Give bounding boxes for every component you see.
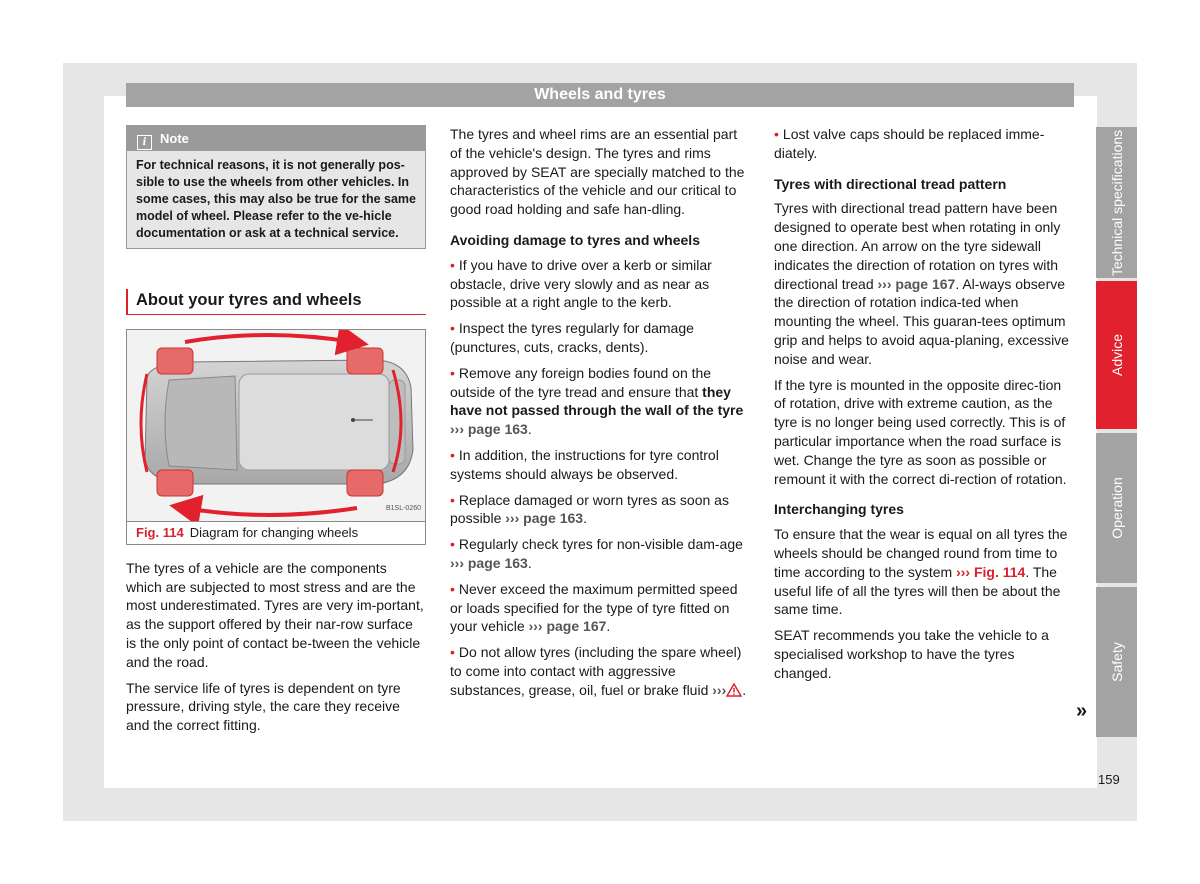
figure-code: B1SL-0260 bbox=[385, 505, 421, 512]
page-number: 159 bbox=[1098, 772, 1120, 787]
continue-marker: » bbox=[1076, 700, 1088, 722]
subheading: Avoiding damage to tyres and wheels bbox=[450, 231, 700, 248]
note-body: For technical reasons, it is not generally pos-sible to use the wheels from other vehicles. In some cases, this may also be true for the same model of wheel. Please refer to the ve-hicle documentation or ask at a technical service. bbox=[136, 158, 416, 240]
figure-number: Fig. 114 bbox=[136, 524, 184, 540]
tab-label: Technical specifications bbox=[1108, 129, 1125, 276]
figure-reference[interactable]: ››› Fig. 114 bbox=[956, 563, 1026, 580]
note-title: Note bbox=[160, 131, 189, 146]
list-item: • Replace damaged or worn tyres as soon as possible ››› page 163. bbox=[450, 491, 750, 529]
car-top-view-illustration bbox=[127, 330, 425, 521]
column-right bbox=[774, 125, 1074, 690]
figure-caption bbox=[127, 522, 425, 544]
info-icon: i bbox=[137, 135, 152, 150]
list-item-text: Do not allow tyres (including the spare wheel) to come into contact with aggressive substances, grease, oil, fuel or brake fluid bbox=[450, 644, 742, 698]
list-item: • If you have to drive over a kerb or similar obstacle, drive very slowly and as near as possible at a right angle to the kerb. bbox=[450, 256, 750, 312]
note-header bbox=[127, 126, 425, 151]
tab-label: Advice bbox=[1108, 333, 1125, 377]
figure-caption-text: Diagram for changing wheels bbox=[189, 524, 359, 540]
section-title: About your tyres and wheels bbox=[126, 289, 426, 315]
list-item: • Regularly check tyres for non-visible dam-age ››› page 163. bbox=[450, 535, 750, 573]
list-item: • Lost valve caps should be replaced imme-diately. bbox=[774, 125, 1074, 163]
note-box bbox=[126, 125, 426, 249]
tab-safety[interactable] bbox=[1096, 587, 1137, 737]
figure-114 bbox=[126, 329, 426, 545]
paragraph: If the tyre is mounted in the opposite direc-tion of rotation, drive with extreme caution, as the tyre is no longer being used correctly. This is of particular importance when the road surface is wet. Change the tyre as soon as possible or remount it with the correct di-rection of rotation. bbox=[774, 376, 1067, 487]
paragraph-text: . Al-ways observe the direction of rotation indica-ted when mounting the wheel. This guaran-tees optimum grip and helps to avoid aqua-planing, excessive noise and wear. bbox=[774, 275, 1069, 367]
page-reference[interactable]: ››› page 163 bbox=[505, 510, 584, 527]
subheading: Interchanging tyres bbox=[774, 501, 904, 518]
list-item-text: Regularly check tyres for non-visible dam-age bbox=[458, 536, 743, 553]
tab-label: Safety bbox=[1108, 642, 1125, 682]
subheading: Tyres with directional tread pattern bbox=[774, 175, 1007, 192]
list-item: • Remove any foreign bodies found on the outside of the tyre tread and ensure that they have not passed through the wall of the tyre ››› page 163. bbox=[450, 364, 750, 439]
list-item: • Never exceed the maximum permitted speed or loads specified for the type of tyre fitted on your vehicle ››› page 167. bbox=[450, 580, 750, 636]
column-middle bbox=[450, 125, 750, 707]
list-item: • Do not allow tyres (including the spare wheel) to come into contact with aggressive substances, grease, oil, fuel or brake fluid ››› . bbox=[450, 643, 750, 699]
list-item-text: Remove any foreign bodies found on the outside of the tyre tread and ensure that bbox=[450, 364, 712, 400]
paragraph: SEAT recommends you take the vehicle to a specialised workshop to have the tyres changed. bbox=[774, 627, 1049, 681]
tab-advice[interactable] bbox=[1096, 281, 1137, 429]
list-item-bold: they have not passed through the wall of the tyre bbox=[450, 383, 744, 419]
list-item-text: Replace damaged or worn tyres as soon as possible bbox=[450, 491, 729, 527]
page-reference[interactable]: ››› page 167 bbox=[877, 275, 956, 292]
page-reference[interactable]: ››› page 163 bbox=[450, 421, 528, 438]
paragraph: The tyres of a vehicle are the components which are subjected to most stress and are the most underestimated. Tyres are very im-portant, as the support offered by their nar-row surface is the only point of contact be-tween the vehicle and the road. bbox=[126, 559, 424, 670]
paragraph-text: To ensure that the wear is equal on all tyres the wheels should be changed round from time to time according to the system bbox=[774, 526, 1068, 580]
list-item: • In addition, the instructions for tyre control systems should always be observed. bbox=[450, 446, 750, 484]
warning-icon bbox=[726, 683, 742, 697]
paragraph: The service life of tyres is dependent on tyre pressure, driving style, the care they receive and the correct fitting. bbox=[126, 679, 401, 734]
tab-label: Operation bbox=[1108, 477, 1125, 539]
list-item-text: Never exceed the maximum permitted speed or loads specified for the type of tyre fitted on your vehicle bbox=[450, 580, 738, 635]
paragraph-text: . The useful life of all the tyres will then be about the same time. bbox=[774, 563, 1061, 618]
chapter-header: Wheels and tyres bbox=[126, 83, 1074, 107]
wheel-rotation-diagram bbox=[127, 330, 425, 522]
column-left bbox=[126, 125, 426, 742]
warning-reference[interactable]: ››› bbox=[712, 681, 727, 698]
paragraph bbox=[774, 199, 1074, 368]
list-item: • Inspect the tyres regularly for damage (punctures, cuts, cracks, dents). bbox=[450, 319, 750, 357]
page-reference[interactable]: ››› page 163 bbox=[450, 554, 528, 571]
tab-operation[interactable] bbox=[1096, 433, 1137, 583]
paragraph bbox=[774, 525, 1074, 619]
paragraph: The tyres and wheel rims are an essential part of the vehicle's design. The tyres and rims approved by SEAT are specially matched to the characteristics of the vehicle and our critical to good road holding and safe han-dling. bbox=[450, 126, 745, 218]
tab-technical-specifications[interactable] bbox=[1096, 127, 1137, 278]
page-reference[interactable]: ››› page 167 bbox=[528, 618, 607, 635]
paragraph-text: Tyres with directional tread pattern have been designed to operate best when rotating in only one direction. An arrow on the tyre sidewall indicates the direction of rotation on tyres with directional tread bbox=[774, 200, 1061, 292]
